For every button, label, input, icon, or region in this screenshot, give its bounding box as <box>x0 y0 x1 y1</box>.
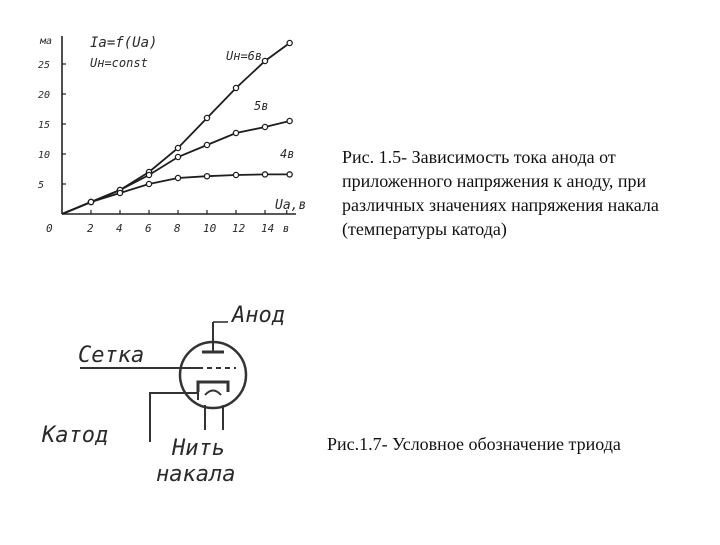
curve-point <box>233 130 238 135</box>
curve-point <box>88 199 93 204</box>
x-tick-label: в <box>282 222 290 235</box>
curve-point <box>233 172 238 177</box>
x-tick-label: 14 <box>261 222 275 235</box>
figure-1-7-caption: Рис.1.7- Условное обозначение триода <box>327 434 621 454</box>
curve-point <box>233 85 238 90</box>
curve-point <box>262 172 267 177</box>
anode-current-chart <box>38 35 306 235</box>
curve-point <box>204 174 209 179</box>
x-tick-label: 12 <box>232 222 246 235</box>
cathode-label: Катод <box>42 423 109 448</box>
x-tick-label: 4 <box>116 222 123 235</box>
curve-point <box>262 58 267 63</box>
formula-line-2: Uн=const <box>90 56 148 70</box>
curve-point <box>287 40 292 45</box>
figure-1-5-caption: Рис. 1.5- Зависимость тока анода от приложенного напряжения к аноду, при различных значениях напряжения накала (температуры катода) <box>342 147 659 239</box>
x-tick-label: 8 <box>174 222 181 235</box>
filament-label-1: Нить <box>172 436 225 461</box>
triode-symbol <box>41 303 285 487</box>
curve-point <box>287 118 292 123</box>
curve-point <box>262 124 267 129</box>
y-tick-label: 15 <box>38 120 51 131</box>
filament-label-2: накала <box>156 462 236 487</box>
curve-point <box>175 175 180 180</box>
curve-point <box>146 172 151 177</box>
y-axis-unit: ма <box>40 36 53 47</box>
curve-label: 5в <box>254 99 269 113</box>
curve-label: Uн=6в <box>226 49 263 63</box>
y-tick-label: 20 <box>38 90 51 101</box>
curve-point <box>175 145 180 150</box>
curve-point <box>146 181 151 186</box>
curve-point <box>175 154 180 159</box>
y-tick-label: 10 <box>38 150 51 161</box>
x-tick-label: 0 <box>46 222 53 235</box>
curve-point <box>287 172 292 177</box>
curve-label: 4в <box>280 147 295 161</box>
curve-point <box>117 190 122 195</box>
x-axis-label: Ua,в <box>275 198 307 213</box>
x-tick-label: 2 <box>87 222 94 235</box>
y-tick-label: 5 <box>38 180 45 191</box>
curve-point <box>204 115 209 120</box>
x-tick-label: 6 <box>145 222 152 235</box>
formula-line-1: Ia=f(Ua) <box>90 35 158 51</box>
anode-label: Анод <box>232 303 285 328</box>
y-tick-label: 25 <box>38 60 51 71</box>
filament-electrode <box>205 391 221 396</box>
x-tick-label: 10 <box>203 222 217 235</box>
curve-point <box>204 142 209 147</box>
grid-label: Сетка <box>78 343 145 368</box>
